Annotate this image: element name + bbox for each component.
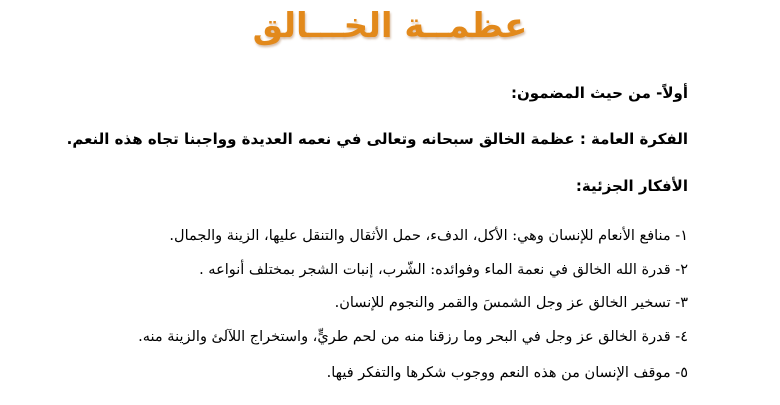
sub-ideas-heading: الأفكار الجزئية: — [575, 177, 688, 195]
sub-idea-item: ٥- موقف الإنسان من هذه النعم ووجوب شكرها والتفكر فيها. — [326, 365, 688, 381]
main-idea: الفكرة العامة : عظمة الخالق سبحانه وتعالى في نعمه العديدة وواجبنا تجاه هذه النعم. — [66, 130, 688, 148]
content-heading: أولاً- من حيث المضمون: — [511, 84, 688, 102]
page-title: عظمــة الخـــالق — [252, 6, 528, 46]
sub-idea-item: ٣- تسخير الخالق عز وجل الشمسَ والقمر والنجوم للإنسان. — [334, 295, 688, 311]
sub-idea-item: ٤- قدرة الخالق عز وجل في البحر وما رزقنا منه من لحم طريٍّ، واستخراج اللآلئ والزينة منه. — [138, 329, 688, 345]
sub-idea-item: ٢- قدرة الله الخالق في نعمة الماء وفوائده: الشّرب، إنبات الشجر بمختلف أنواعه . — [199, 262, 688, 278]
sub-idea-item: ١- منافع الأنعام للإنسان وهي: الأكل، الدفء، حمل الأثقال والتنقل عليها، الزينة والجمال. — [169, 228, 688, 244]
